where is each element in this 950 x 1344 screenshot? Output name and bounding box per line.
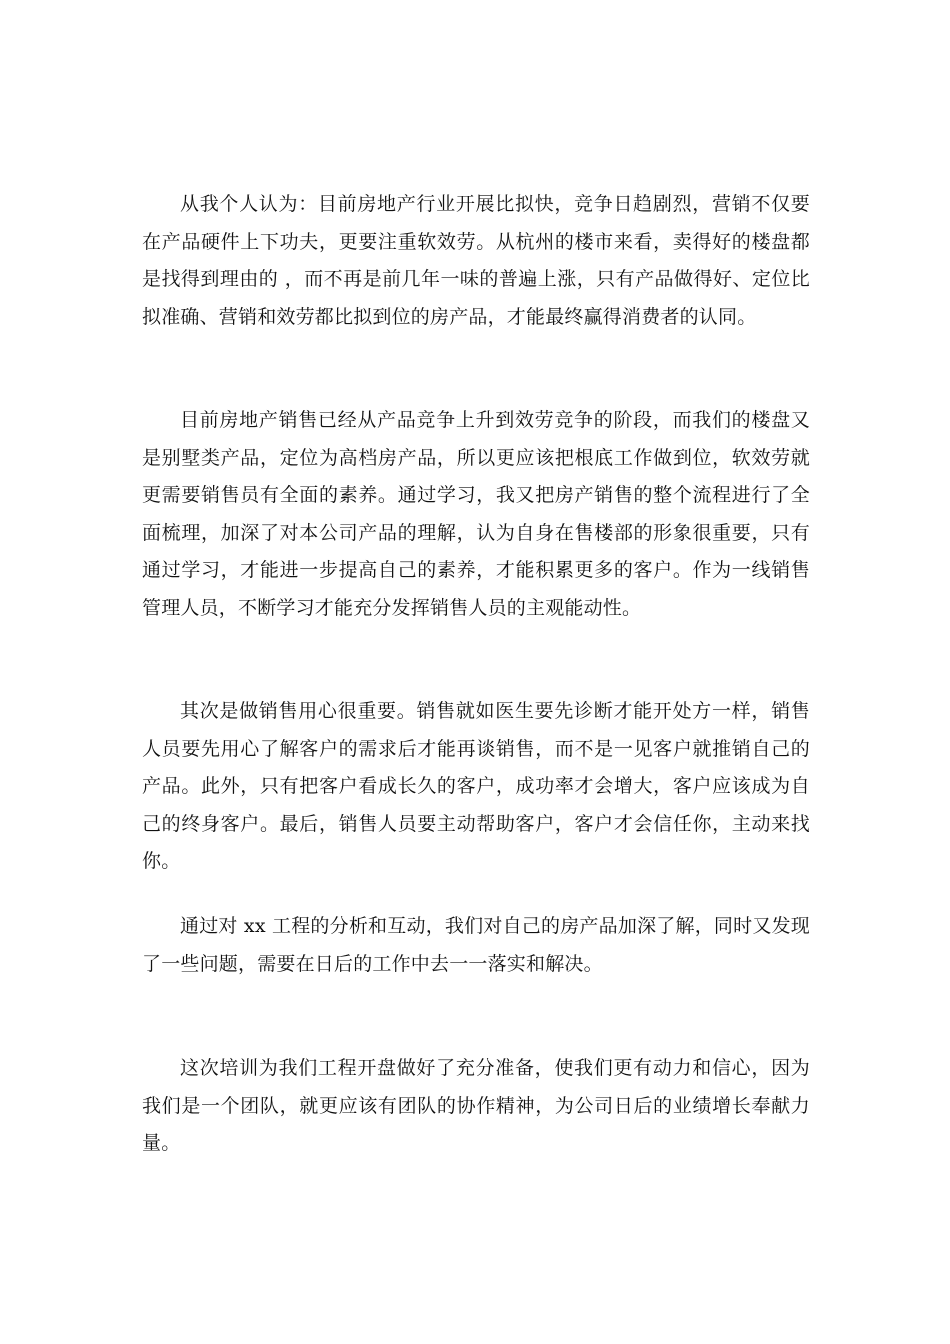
paragraph-3: 其次是做销售用心很重要。销售就如医生要先诊断才能开处方一样，销售人员要先用心了解客户的需求后才能再谈销售，而不是一见客户就推销自己的产品。此外，只有把客户看成长久的客户，成功率才会增大，客户应该成为自己的终身客户。最后，销售人员要主动帮助客户，客户才会信任你，主动来找你。 <box>142 700 810 872</box>
paragraph-4: 通过对 xx 工程的分析和互动，我们对自己的房产品加深了解，同时又发现了一些问题，需要在日后的工作中去一一落实和解决。 <box>142 915 810 975</box>
paragraph-1: 从我个人认为：目前房地产行业开展比拟快，竞争日趋剧烈，营销不仅要在产品硬件上下功夫，更要注重软效劳。从杭州的楼市来看，卖得好的楼盘都是找得到理由的 ，而不再是前几年一味的普遍上涨，只有产品做得好、定位比拟准确、营销和效劳都比拟到位的房产品，才能最终赢得消费者的认同。 <box>142 193 810 328</box>
paragraph-5: 这次培训为我们工程开盘做好了充分准备，使我们更有动力和信心，因为我们是一个团队，就更应该有团队的协作精神，为公司日后的业绩增长奉献力量。 <box>142 1057 810 1154</box>
paragraph-2: 目前房地产销售已经从产品竞争上升到效劳竞争的阶段，而我们的楼盘又是别墅类产品，定位为高档房产品，所以更应该把根底工作做到位，软效劳就更需要销售员有全面的素养。通过学习，我又把房产销售的整个流程进行了全面梳理，加深了对本公司产品的理解，认为自身在售楼部的形象很重要，只有通过学习，才能进一步提高自己的素养，才能积累更多的客户。作为一线销售管理人员，不断学习才能充分发挥销售人员的主观能动性。 <box>142 409 810 619</box>
